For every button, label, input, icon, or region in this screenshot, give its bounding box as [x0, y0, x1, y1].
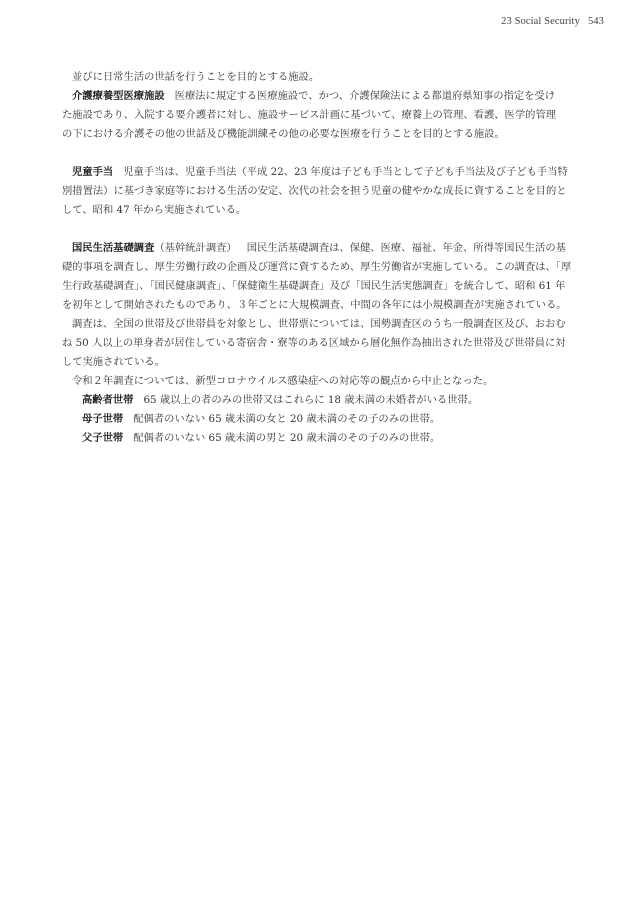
chapter-title: 23 Social Security [501, 16, 580, 27]
definition-text: 配偶者のいない 65 歳未満の女と 20 歳未満のその子のみの世帯。 [133, 413, 441, 425]
definition-text: 配偶者のいない 65 歳未満の男と 20 歳未満のその子のみの世帯。 [133, 432, 441, 444]
paragraph-gap [62, 144, 577, 163]
definition-text: 医療法に規定する医療施設で、かつ、介護保険法による都道府県知事の指定を受け [174, 90, 556, 102]
text-line: ね 50 人以上の単身者が居住している寄宿舎・寮等のある区域から層化無作為抽出された世帯及び世帯員に対 [62, 337, 566, 349]
text-line: 礎的事項を調査し、厚生労働行政の企画及び運営に資するため、厚生労働省が実施している。この調査は、「厚 [62, 261, 572, 273]
text-line [62, 391, 577, 410]
text-line: して実施されている。 [62, 356, 165, 368]
running-header [501, 16, 604, 27]
text-line: 調査は、全国の世帯及び世帯員を対象とし、世帯票については、国勢調査区のうち一般調査区及び、おおむ [72, 318, 566, 330]
definition-boshi-setai [62, 410, 577, 429]
text-line [62, 163, 577, 182]
text-line: 並びに日常生活の世話を行うことを目的とする施設。 [72, 71, 320, 83]
definition-kaigo-iryo [62, 87, 577, 144]
text-line [62, 429, 577, 448]
text-line: 令和２年調査については、新型コロナウイルス感染症への対応等の観点から中止となった。 [72, 375, 494, 387]
definition-fushi-setai [62, 429, 577, 448]
definition-jido-teate [62, 163, 577, 220]
text-line: を初年として開始されたものであり、３年ごとに大規模調査、中間の各年には小規模調査が実施されている。 [62, 299, 567, 311]
definition-term: 国民生活基礎調査 [72, 242, 155, 254]
paragraph-gap [62, 220, 577, 239]
text-line [62, 239, 577, 258]
page-body [62, 68, 577, 448]
definition-term: 母子世帯 [82, 413, 124, 425]
text-line: 別措置法）に基づき家庭等における生活の安定、次代の社会を担う児童の健やかな成長に資することを目的と [62, 185, 567, 197]
text-line: た施設であり、入院する要介護者に対し、施設サービス計画に基づいて、療養上の管理、看護、医学的管理 [62, 109, 557, 121]
page-number: 543 [587, 16, 604, 27]
definition-term: 児童手当 [72, 166, 114, 178]
definition-text: 児童手当は、児童手当法（平成 22、23 年度は子ども手当として子ども手当法及び子ども手当特 [123, 166, 568, 178]
definition-term: 父子世帯 [82, 432, 124, 444]
definition-text: 65 歳以上の者のみの世帯又はこれらに 18 歳未満の未婚者がいる世帯。 [143, 394, 479, 406]
definition-qualifier: （基幹統計調査） [154, 242, 237, 254]
definition-term: 高齢者世帯 [82, 394, 134, 406]
definition-koreisha-setai [62, 391, 577, 410]
text-line [62, 87, 577, 106]
text-line: の下における介護その他の世話及び機能訓練その他の必要な医療を行うことを目的とする施設。 [62, 128, 505, 140]
text-line: して、昭和 47 年から実施されている。 [62, 204, 247, 216]
definition-text: 国民生活基礎調査は、保健、医療、福祉、年金、所得等国民生活の基 [246, 242, 566, 254]
continuation-paragraph [62, 68, 577, 87]
definition-term: 介護療養型医療施設 [72, 90, 165, 102]
text-line: 生行政基礎調査」、「国民健康調査」、「保健衛生基礎調査」及び「国民生活実態調査」を統合して、昭和 61 年 [62, 280, 566, 292]
definition-kokumin-chosa [62, 239, 577, 391]
text-line [62, 410, 577, 429]
